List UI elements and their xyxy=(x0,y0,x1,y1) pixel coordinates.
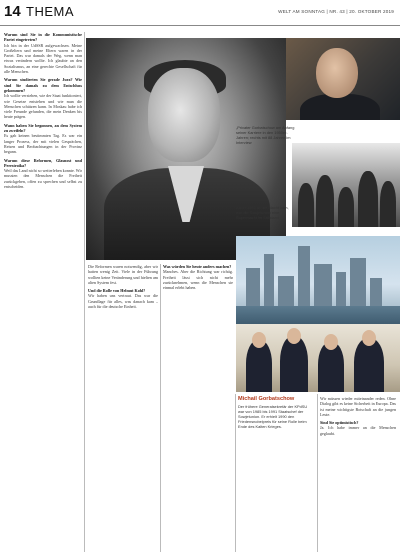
skyline-building xyxy=(246,268,260,306)
column-divider xyxy=(235,394,236,552)
crowd-figure xyxy=(358,171,378,227)
dateline: WELT AM SONNTAG | NR. 43 | 20. OKTOBER 2019 xyxy=(278,9,394,14)
column-divider xyxy=(317,394,318,552)
young-gorbachev-portrait-photo xyxy=(86,38,286,260)
answer: Weil das Land nicht so weiterleben konnte. Wir mussten den Menschen die Freiheit zurückgeben, offen zu sprechen und selbst zu entscheiden. xyxy=(4,168,82,190)
question: Wann haben Sie begonnen, an dem System zu zweifeln? xyxy=(4,122,82,134)
crowd-figure xyxy=(338,187,354,227)
photo-caption-summit: Als er 1985 an die Macht kam, war die Sowjetunion eine Supermacht im Stillstand xyxy=(236,205,289,220)
column-divider xyxy=(84,32,85,552)
skyline-building xyxy=(314,264,332,306)
interview-column-5 xyxy=(320,396,396,552)
answer: Wir müssen wieder miteinander reden. Ohne Dialog gibt es keine Sicherheit in Europa. Das ist meine wichtigste Botschaft an die jungen Leute. xyxy=(320,396,396,417)
summit-figure-head xyxy=(324,334,338,350)
answer: Ja. Ich habe immer an die Menschen geglaubt. xyxy=(320,425,396,436)
answer: Es gab keinen bestimmten Tag. Es war ein langer Prozess, der mit vielen Gesprächen, Reisen und Beobachtungen in der Provinz begann. xyxy=(4,133,82,155)
bio-name: Michail Gorbatschow xyxy=(238,396,295,402)
crowd-figure xyxy=(298,183,314,227)
photo-caption-portrait: „Privater Gorbatschow am Anfang seiner Karriere in den 1950er-Jahren; rechts mit 88 Jahren im Interview xyxy=(236,125,295,145)
interview-column-3 xyxy=(163,264,233,552)
question: Und die Rolle von Helmut Kohl? xyxy=(88,288,146,294)
column-divider xyxy=(160,264,161,552)
question: Warum diese Reformen, Glasnost und Perestroika? xyxy=(4,157,82,168)
photo-figure-face xyxy=(316,48,358,98)
photo-figure-body xyxy=(300,94,380,120)
skyline-building xyxy=(298,246,310,306)
interview-column-1 xyxy=(4,32,82,552)
skyline-building xyxy=(350,258,366,306)
interview-column-2 xyxy=(88,264,158,552)
summit-figure-head xyxy=(287,328,301,344)
crowd-figure xyxy=(316,175,334,227)
politicians-summit-photo xyxy=(236,324,400,392)
answer: Ich bin in der UdSSR aufgewachsen. Meine Großeltern und meine Eltern waren in der Partei. Das war damals der Weg, wenn man etwas verändern wollte. Ich glaubte an den Sozialismus, an eine gerechte Gesellschaft für alle Menschen. xyxy=(4,42,82,75)
section-title: THEMA xyxy=(26,4,74,19)
question: Sind Sie optimistisch? xyxy=(320,420,359,426)
skyline-building xyxy=(264,254,274,306)
page-number: 14 xyxy=(4,3,21,20)
question: Warum sind Sie in die Kommunistische Partei eingetreten? xyxy=(4,32,82,43)
answer: Wir haben uns vertraut. Das war die Grundlage für alles, was danach kam – auch für die deutsche Einheit. xyxy=(88,293,158,310)
summit-figure xyxy=(280,336,308,392)
page-header xyxy=(0,0,400,26)
summit-figure-head xyxy=(362,330,376,346)
portrait-face xyxy=(148,68,220,162)
bio-text: Der frühere Generalsekretär der KPdSU war von 1985 bis 1991 Staatschef der Sowjetunion. Er erhielt 1990 den Friedensnobelpreis für seine Rolle beim Ende des Kalten Krieges. xyxy=(238,404,308,429)
answer: Manches. Aber die Richtung war richtig. Freiheit lässt sich nicht mehr zurücknehmen, wenn die Menschen sie einmal erlebt haben. xyxy=(163,269,233,291)
summit-figure-head xyxy=(252,332,266,348)
crowd-photo xyxy=(292,143,400,227)
summit-figure xyxy=(354,338,384,392)
elderly-gorbachev-photo xyxy=(286,38,400,120)
skyline-building xyxy=(278,276,294,306)
answer: Ich wollte verstehen, wie der Staat funktioniert, wie Gesetze entstehen und wie man die Menschen schützen kann. In Moskau habe ich viele Freunde gefunden, die mein Denken bis heute prägen. xyxy=(4,93,82,120)
answer: Die Reformen waren notwendig, aber wir hatten wenig Zeit. Viele in der Führung wollten keine Veränderung und hielten am alten System fest. xyxy=(88,264,158,285)
city-skyline-photo xyxy=(236,236,400,324)
bio-box xyxy=(238,396,314,552)
river-water xyxy=(236,306,400,324)
skyline-building xyxy=(336,272,346,306)
crowd-figure xyxy=(380,181,396,227)
question: Warum studierten Sie gerade Jura? Wie sind Sie damals zu dem Entschluss gekommen? xyxy=(4,77,82,93)
skyline-building xyxy=(370,278,382,306)
question: Was würden Sie heute anders machen? xyxy=(163,264,232,269)
